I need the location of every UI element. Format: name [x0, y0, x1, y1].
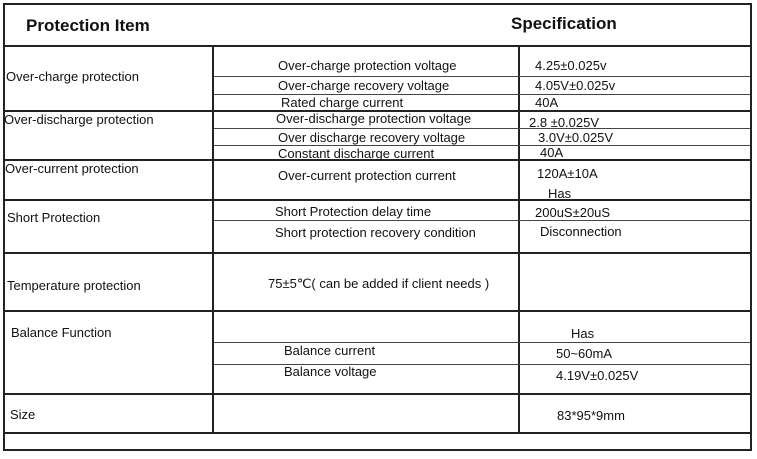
spec-size: 83*95*9mm — [557, 408, 625, 423]
param-balance-voltage: Balance voltage — [284, 364, 377, 379]
param-constant-discharge-current: Constant discharge current — [278, 146, 435, 161]
param-overcharge-recovery: Over-charge recovery voltage — [278, 78, 450, 93]
param-balance-current: Balance current — [284, 343, 376, 358]
param-short-delay: Short Protection delay time — [275, 204, 432, 219]
param-short-recovery: Short protection recovery condition — [275, 225, 476, 240]
item-balance: Balance Function — [11, 325, 112, 340]
spec-rated-charge-current: 40A — [535, 95, 559, 110]
spec-overdischarge-recovery: 3.0V±0.025V — [538, 130, 614, 145]
spec-balance-current: 50~60mA — [556, 346, 613, 361]
spec-overcharge-recovery: 4.05V±0.025v — [535, 78, 616, 93]
spec-short-recovery: Disconnection — [540, 224, 622, 239]
header-protection-item: Protection Item — [26, 16, 150, 35]
temperature-note: 75±5℃( can be added if client needs ) — [268, 276, 490, 291]
spec-overcharge-voltage: 4.25±0.025v — [535, 58, 607, 73]
param-overcharge-voltage: Over-charge protection voltage — [278, 58, 457, 73]
spec-constant-discharge-current: 40A — [540, 145, 564, 160]
item-short-protection: Short Protection — [7, 210, 101, 225]
spec-balance-voltage: 4.19V±0.025V — [556, 368, 639, 383]
param-overcurrent-current: Over-current protection current — [278, 168, 456, 183]
item-overcurrent: Over-current protection — [5, 161, 139, 176]
item-overcharge: Over-charge protection — [6, 69, 139, 84]
col-divider-2 — [518, 46, 520, 432]
param-overdischarge-voltage: Over-discharge protection voltage — [276, 111, 472, 126]
header-bottom-line — [3, 45, 752, 47]
subrow-line — [214, 128, 750, 129]
item-overdischarge: Over-discharge protection — [4, 112, 154, 127]
header-specification: Specification — [511, 14, 617, 33]
section-line-temperature — [3, 252, 752, 254]
param-rated-charge-current: Rated charge current — [281, 95, 404, 110]
spec-short-has: Has — [548, 186, 572, 201]
section-line-size — [3, 393, 752, 395]
subrow-line — [214, 220, 750, 221]
col-divider-1 — [212, 46, 214, 432]
section-line-balance — [3, 310, 752, 312]
spec-overcurrent-current: 120A±10A — [537, 166, 598, 181]
item-temperature: Temperature protection — [7, 278, 141, 293]
section-line-short — [3, 199, 752, 201]
item-size: Size — [10, 407, 36, 422]
spec-short-delay: 200uS±20uS — [535, 205, 611, 220]
subrow-line — [214, 76, 750, 77]
spec-overdischarge-voltage: 2.8 ±0.025V — [529, 115, 600, 130]
param-overdischarge-recovery: Over discharge recovery voltage — [278, 130, 466, 145]
spec-balance-has: Has — [571, 326, 595, 341]
table-bottom-line — [3, 432, 752, 434]
